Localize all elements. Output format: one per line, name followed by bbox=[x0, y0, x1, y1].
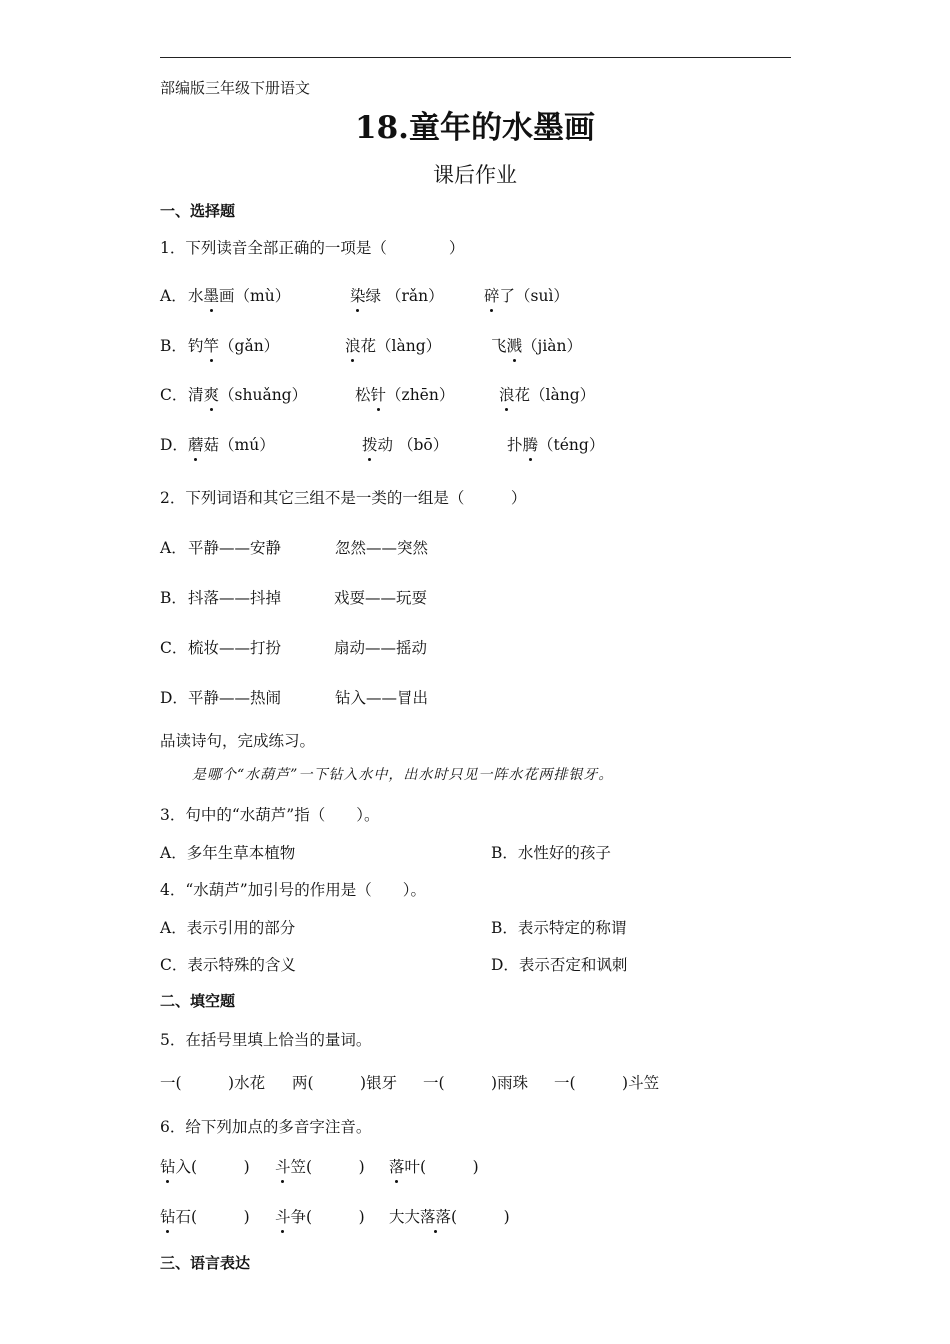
header-rule bbox=[160, 57, 791, 58]
polyphone-item: 钻石( ) bbox=[160, 1205, 250, 1227]
option-item: 蘑菇（mú） bbox=[188, 433, 275, 455]
question-4-stem: 4．“水葫芦”加引号的作用是（ ）。 bbox=[160, 881, 426, 899]
question-4-option-a: A．表示引用的部分 bbox=[160, 919, 296, 937]
question-4-option-b: B．表示特定的称谓 bbox=[491, 919, 627, 937]
polyphone-item: 落叶( ) bbox=[389, 1155, 479, 1177]
reading-instruction: 品读诗句，完成练习。 bbox=[160, 732, 316, 750]
section-heading-choice: 一、选择题 bbox=[160, 202, 236, 220]
option-item: 拨动 （bō） bbox=[362, 433, 448, 455]
option-label: C． bbox=[160, 639, 188, 657]
option-label: A． bbox=[160, 287, 187, 305]
page-subtitle: 课后作业 bbox=[433, 163, 517, 187]
option-label: B． bbox=[160, 589, 187, 607]
question-4-option-c: C．表示特殊的含义 bbox=[160, 956, 296, 974]
measure-word-blank: 一( )雨珠 bbox=[423, 1074, 529, 1092]
option-word-pair: 忽然——突然 bbox=[335, 539, 429, 557]
option-item: 碎了（suì） bbox=[484, 284, 569, 306]
option-word-pair: 平静——安静 bbox=[188, 539, 282, 557]
option-item: 水墨画（mù） bbox=[188, 284, 290, 306]
option-word-pair: 戏耍——玩耍 bbox=[334, 589, 428, 607]
option-item: 扑腾（téng） bbox=[507, 433, 604, 455]
option-label: D． bbox=[160, 689, 188, 707]
option-word-pair: 扇动——摇动 bbox=[334, 639, 428, 657]
option-item: 染绿 （rǎn） bbox=[350, 284, 444, 306]
option-item: 钓竿（gǎn） bbox=[188, 334, 279, 356]
polyphone-item: 钻入( ) bbox=[160, 1155, 250, 1177]
poem-line: 是哪个“水葫芦”一下钻入水中，出水时只见一阵水花两排银牙。 bbox=[192, 767, 614, 783]
polyphone-item: 斗争( ) bbox=[275, 1205, 365, 1227]
question-3-option-a: A．多年生草本植物 bbox=[160, 844, 296, 862]
option-word-pair: 钻入——冒出 bbox=[335, 689, 429, 707]
question-2-stem: 2．下列词语和其它三组不是一类的一组是（ ） bbox=[160, 489, 527, 507]
question-3-stem: 3．句中的“水葫芦”指（ ）。 bbox=[160, 806, 380, 824]
option-label: B． bbox=[160, 337, 187, 355]
option-item: 浪花（làng） bbox=[499, 383, 595, 405]
question-3-option-b: B．水性好的孩子 bbox=[491, 844, 611, 862]
question-4-option-d: D．表示否定和讽刺 bbox=[491, 956, 628, 974]
measure-word-blank: 一( )水花 bbox=[160, 1074, 266, 1092]
question-6-stem: 6．给下列加点的多音字注音。 bbox=[160, 1118, 372, 1136]
option-word-pair: 平静——热闹 bbox=[188, 689, 282, 707]
option-word-pair: 抖落——抖掉 bbox=[188, 589, 282, 607]
option-label: C． bbox=[160, 386, 188, 404]
measure-word-blank: 两( )银牙 bbox=[292, 1074, 398, 1092]
question-1-stem: 1．下列读音全部正确的一项是（ ） bbox=[160, 239, 465, 257]
option-label: D． bbox=[160, 436, 188, 454]
section-heading-fill: 二、填空题 bbox=[160, 992, 236, 1010]
page-header: 部编版三年级下册语文 bbox=[160, 79, 311, 97]
polyphone-item: 斗笠( ) bbox=[275, 1155, 365, 1177]
option-item: 松针（zhēn） bbox=[355, 383, 454, 405]
option-word-pair: 梳妆——打扮 bbox=[188, 639, 282, 657]
page-title: 18.童年的水墨画 bbox=[355, 110, 595, 146]
option-item: 飞溅（jiàn） bbox=[491, 334, 582, 356]
polyphone-item: 大大落落( ) bbox=[389, 1205, 510, 1227]
question-5-stem: 5．在括号里填上恰当的量词。 bbox=[160, 1031, 372, 1049]
option-item: 清爽（shuǎng） bbox=[188, 383, 307, 405]
measure-word-blank: 一( )斗笠 bbox=[554, 1074, 660, 1092]
section-heading-expression: 三、语言表达 bbox=[160, 1254, 251, 1272]
option-label: A． bbox=[160, 539, 187, 557]
option-item: 浪花（làng） bbox=[345, 334, 441, 356]
